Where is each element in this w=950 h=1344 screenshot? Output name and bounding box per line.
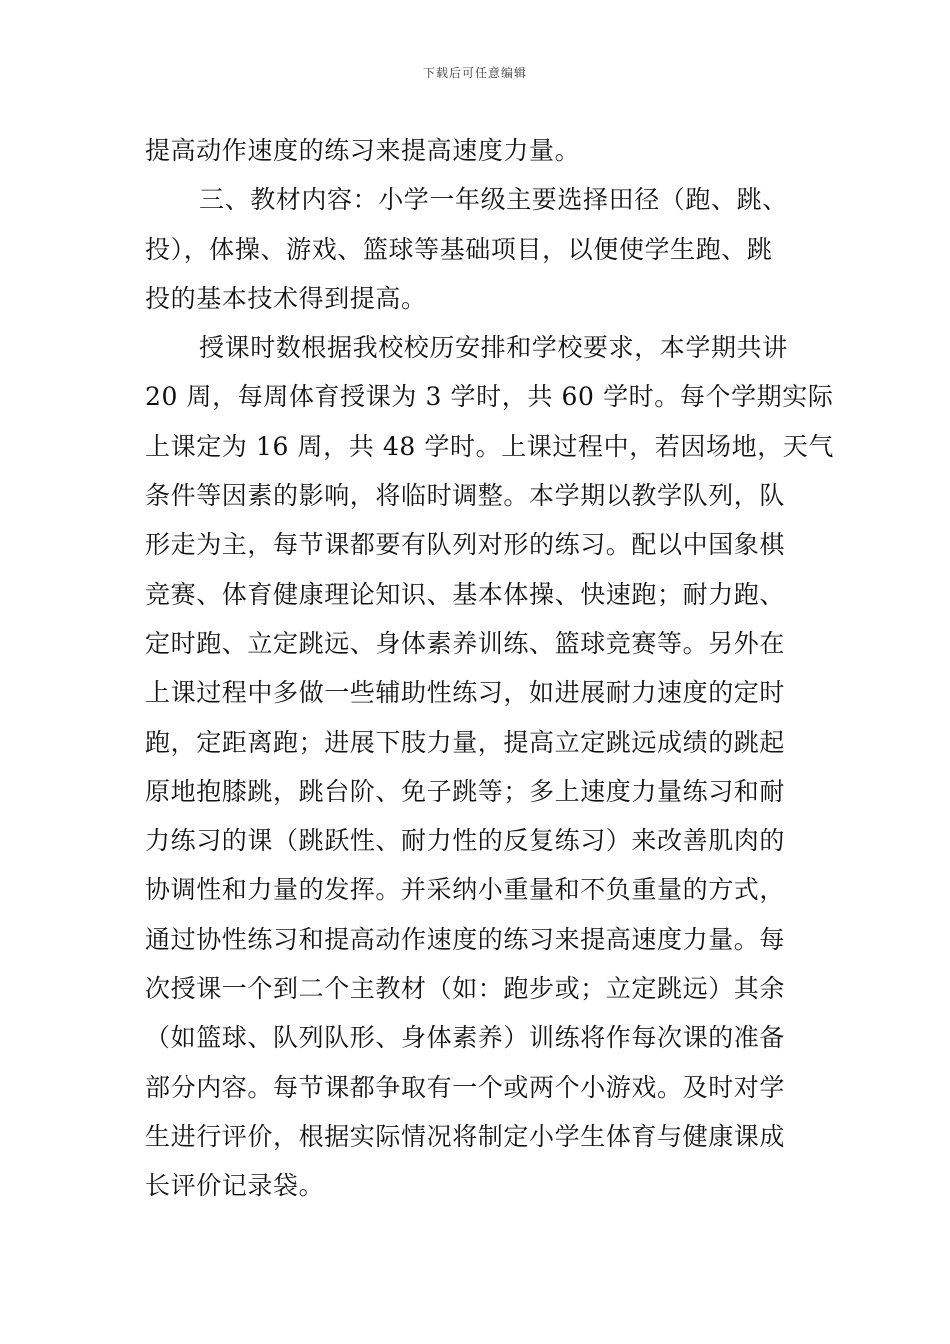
text-line: 定时跑、立定跳远、身体素养训练、篮球竞赛等。另外在 [145,628,786,658]
text-line: 上课过程中多做一些辅助性练习，如进展耐力速度的定时 [145,678,786,708]
text-line: 三、教材内容：小学一年级主要选择田径（跑、跳、 [199,185,788,215]
text-line: 跑，定距离跑；进展下肢力量，提高立定跳远成绩的跳起 [145,727,786,757]
text-line: 协调性和力量的发挥。并采纳小重量和不负重量的方式， [145,875,786,905]
text-line: 20 周，每周体育授课为 3 学时，共 60 学时。每个学期实际 [145,382,834,412]
text-line: 投），体操、游戏、篮球等基础项目，以便使学生跑、跳 [145,234,773,264]
text-line: 条件等因素的影响，将临时调整。本学期以教学队列，队 [145,481,786,511]
text-line: 上课定为 16 周，共 48 学时。上课过程中，若因场地，天气 [145,431,835,461]
text-line: 形走为主，每节课都要有队列对形的练习。配以中国象棋 [145,530,786,560]
text-line: 长评价记录袋。 [145,1171,325,1201]
text-line: （如篮球、队列队形、身体素养）训练将作每次课的准备 [145,1023,786,1053]
text-line: 投的基本技术得到提高。 [145,283,427,313]
text-line: 力练习的课（跳跃性、耐力性的反复练习）来改善肌肉的 [145,826,786,856]
text-line: 竞赛、体育健康理论知识、基本体操、快速跑；耐力跑、 [145,579,786,609]
text-line: 原地抱膝跳，跳台阶、免子跳等；多上速度力量练习和耐 [145,776,786,806]
page-header: 下载后可任意编辑 [422,66,527,80]
text-line: 次授课一个到二个主教材（如：跑步或；立定跳远）其余 [145,974,786,1004]
document-body [145,126,835,1211]
text-line: 部分内容。每节课都争取有一个或两个小游戏。及时对学 [145,1072,786,1102]
text-line: 提高动作速度的练习来提高速度力量。 [145,136,581,165]
text-line: 通过协性练习和提高动作速度的练习来提高速度力量。每 [145,924,786,954]
text-line: 生进行评价，根据实际情况将制定小学生体育与健康课成 [145,1121,786,1151]
text-line: 授课时数根据我校校历安排和学校要求，本学期共讲 [199,333,788,363]
